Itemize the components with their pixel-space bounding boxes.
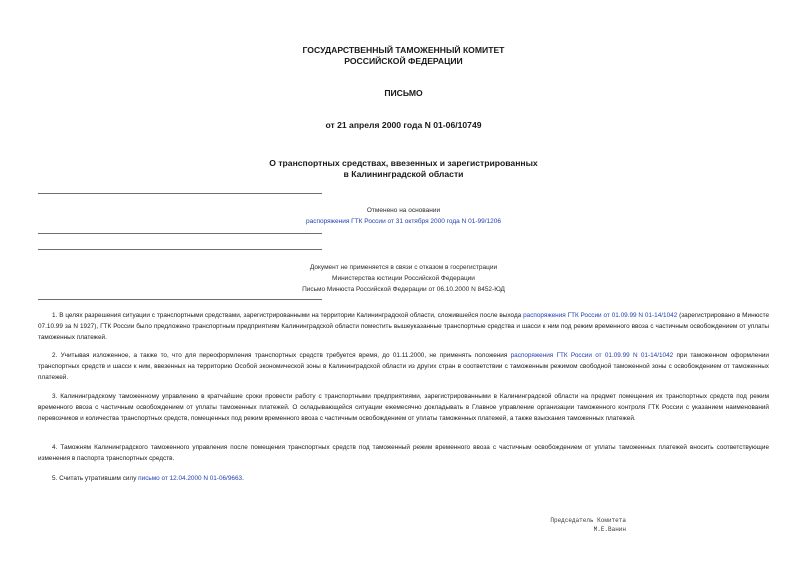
letter-link-p5[interactable]: письмо от 12.04.2000 N 01-06/9663 <box>138 475 243 482</box>
order-link-p2[interactable]: распоряжения ГТК России от 01.09.99 N 01-14/1042 <box>510 352 674 359</box>
document-title-line-2: в Калининградской области <box>343 169 464 179</box>
signature-role: Председатель Комитета <box>550 517 626 524</box>
order-link-p1[interactable]: распоряжения ГТК России от 01.09.99 N 01-14/1042 <box>523 312 678 319</box>
paragraph-1: 1. В целях разрешения ситуации с транспортными средствами, зарегистрированными на территории Калининградской области, сложившейся после выхода распоряжения ГТК России от 01.09.99 N 01-14/1042 (зарегистрировано в Минюсте 07.10.99 за N 1927), ГТК России было предложено транспортным предприятиям Калининградской области поместить вышеуказанные транспортные средства и шасси к ним под режим временного ввоза с частичным освобождением от уплаты таможенных платежей. <box>38 312 769 341</box>
divider-rule <box>38 193 322 194</box>
document-date-number: от 21 апреля 2000 года N 01-06/10749 <box>325 120 482 130</box>
cancel-order-link[interactable]: распоряжения ГТК России от 31 октября 2000 года N 01-99/1206 <box>306 218 501 225</box>
divider-rule <box>38 233 322 234</box>
paragraph-5: 5. Считать утратившим силу письмо от 12.04.2000 N 01-06/9663. <box>52 475 244 482</box>
cancel-note-text: Отменено на основании <box>366 207 441 214</box>
paragraph-2: 2. Учитывая изложенное, а также то, что для переоформления транспортных средств требуется время, до 01.11.2000, не применять положения распоряжения ГТК России от 01.09.99 N 01-14/1042 при таможенном оформлении транспортных средств и шасси к ним, ввезенных на территорию Особой экономической зоны в Калининградской области из других стран в соответствии с таможенным режимом свободной таможенной зоны с освобождением от таможенных платежей. <box>38 352 769 381</box>
cancel-note-link-line <box>200 216 607 227</box>
paragraph-3: 3. Калининградскому таможенному управлению в кратчайшие сроки провести работу с транспортными предприятиями, зарегистрированными в Калининградской области на предмет помещения их транспортных средств под режим временного ввоза с частичным освобождением от уплаты таможенных платежей. О складывающейся ситуации ежемесячно докладывать в Главное управление организации таможенного контроля ГТК России с указанием наименований перевозчиков и количества транспортных средств, помещенных под режим временного ввоза с частичным освобождением от уплаты таможенных платежей, а также взыскания таможенных платежей. <box>38 393 769 422</box>
paragraph-4: 4. Таможням Калининградского таможенного управления после помещения транспортных средств под таможенный режим временного ввоза с частичным освобождением от уплаты таможенных платежей вносить соответствующие изменения в паспорта транспортных средств. <box>38 444 769 462</box>
issuer-line-2: РОССИЙСКОЙ ФЕДЕРАЦИИ <box>344 56 463 66</box>
issuer-line-1: ГОСУДАРСТВЕННЫЙ ТАМОЖЕННЫЙ КОМИТЕТ <box>302 45 505 55</box>
divider-rule <box>38 249 322 250</box>
registration-note-line-1: Документ не применяется в связи с отказом в госрегистрации <box>309 264 498 271</box>
registration-note-line-2: Министерства юстиции Российской Федерации <box>332 275 475 282</box>
divider-rule <box>38 299 322 300</box>
document-type: ПИСЬМО <box>384 88 423 98</box>
registration-note-line-3: Письмо Минюста Российской Федерации от 06.10.2000 N 8452-ЮД <box>302 286 505 293</box>
signature-name: М.Е.Ванин <box>593 526 626 533</box>
document-title-line-1: О транспортных средствах, ввезенных и зарегистрированных <box>269 158 538 168</box>
